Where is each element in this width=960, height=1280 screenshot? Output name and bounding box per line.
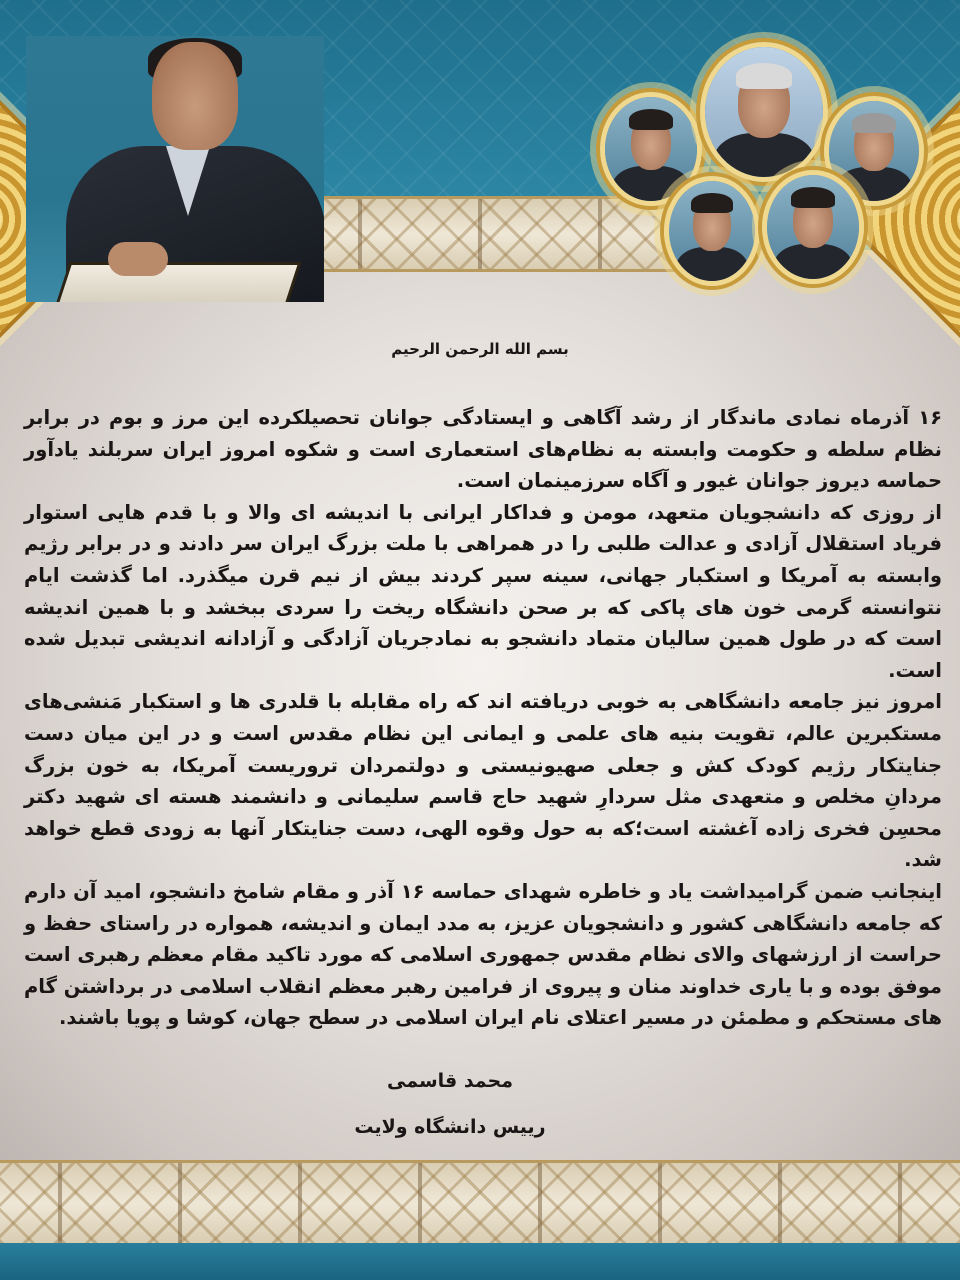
letter-paragraph-1: ۱۶ آذرماه نمادی ماندگار از رشد آگاهی و ایستادگی جوانان تحصیلکرده این مرز و بوم در برابر نظام سلطه و حکومت وابسته به نظام‌های استعماری است و شکوه امروز ایران سربلند یادآور حماسه دیروز جوانان غیور و آگاه سرزمینمان است.	[24, 406, 942, 493]
letter-paragraph-3: امروز نیز جامعه دانشگاهی به خوبی دریافته اند که راه مقابله با قلدری ها و استکبار مَنشی‌های مستکبرین عالم، تقویت بنیه های علمی و ایمانی این نظام مقدس است و در این میان دست جنایتکار رژیم کودک کش و جعلی صهیونیستی و دولتمردان تروریست آمریکا، به خون بزرگ مردانِ مخلص و متعهدی مثل سردارِ شهید حاج قاسم سلیمانی و دانشمند هسته ای شهید دکتر محسِن فخری زاده آغشته است؛که به حول وقوه الهی، دست جنایتکار آنها به زودی قطع خواهد شد.	[24, 690, 942, 872]
letter-paragraph-2: از روزی که دانشجویان متعهد، مومن و فداکار ایرانی با اندیشه ای والا و با قدم هایی استوار فریاد استقلال آزادی و عدالت طلبی را در همراهی با ملت بزرگ ایران سر دادند و در برابر رژیم وابسته به آمریکا و استکبار جهانی، سینه سپر کردند بیش از نیم قرن میگذرد. اما گذشت ایام نتوانسته گرمی خون های پاکی که بر صحن دانشگاه ریخت را سردی ببخشد و با همین اندیشه است که در طول همین سالیان متماد دانشجو به نمادجریان آزادگی و آزادانه اندیشی تبدیل شده است.	[24, 500, 942, 682]
letter-body	[24, 402, 942, 1034]
letter-paragraph-4: اینجانب ضمن گرامیداشت یاد و خاطره شهدای حماسه ۱۶ آذر و مقام شامخ دانشجو، امید آن دارم که جامعه دانشگاهی کشور و دانشجویان عزیز، به مدد ایمان و اندیشه، همواره در راستای حفظ و حراست از ارزشهای والای نظام مقدس جمهوری اسلامی که مورد تاکید مقام معظم رهبری است موفق بوده و با یاری خداوند منان و پیروی از فرامین رهبر معظم انقلاب اسلامی در برداشتن گام های مستحکم و مطمئن در مسیر اعتلای نام ایران اسلامی در سطح جهان، کوشا و پویا باشند.	[24, 879, 942, 1030]
signer-title: رییس دانشگاه ولایت	[354, 1116, 546, 1138]
ornament-band-bottom	[0, 1160, 960, 1246]
martyr-portrait-4	[664, 176, 760, 286]
martyr-portrait-5	[762, 170, 864, 284]
bismillah-heading: بسم الله الرحمن الرحیم	[391, 340, 569, 358]
signature-block	[300, 1058, 600, 1150]
ornament-band-top	[300, 196, 680, 272]
signer-name: محمد قاسمی	[386, 1070, 513, 1092]
martyr-portrait-2	[700, 42, 828, 182]
bottom-teal-strip	[0, 1243, 960, 1280]
writer-photo	[26, 36, 324, 302]
